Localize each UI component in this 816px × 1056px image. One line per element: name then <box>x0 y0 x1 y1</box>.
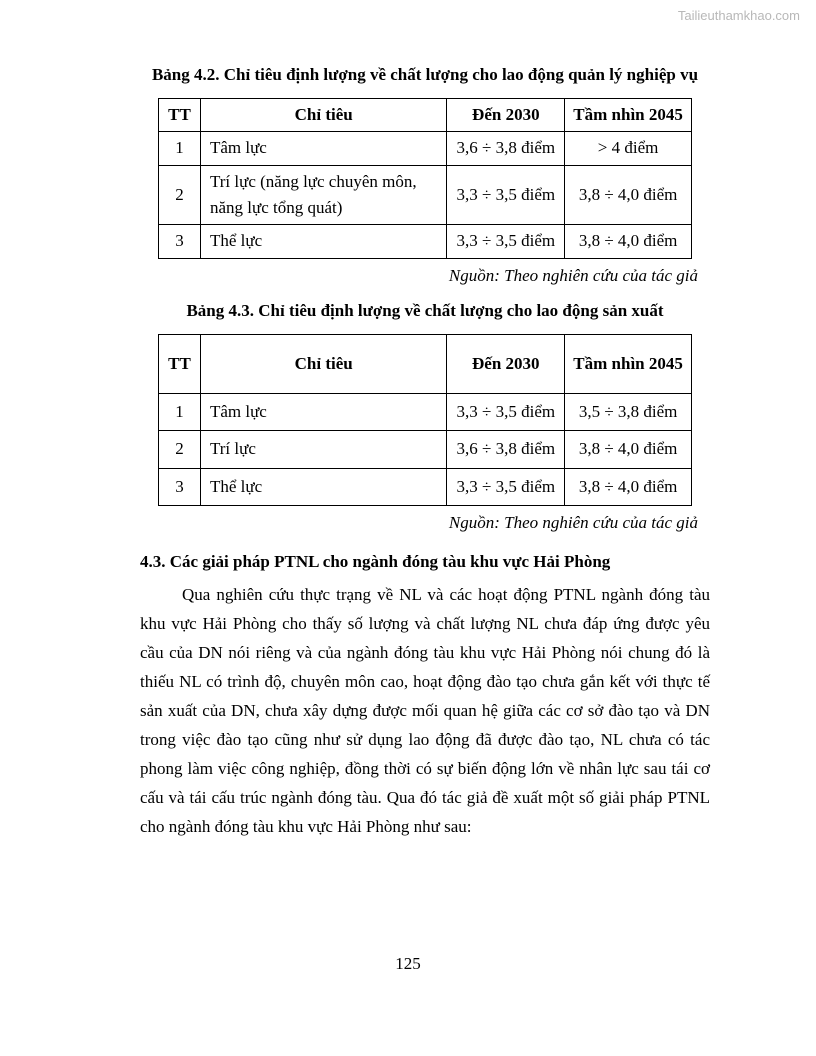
table-row <box>159 132 692 165</box>
cell-den-2030: 3,3 ÷ 3,5 điểm <box>447 468 565 505</box>
cell-tt: 1 <box>159 132 201 165</box>
table-4-3-header <box>159 334 692 393</box>
table-4-2-header <box>159 99 692 132</box>
cell-tt: 2 <box>159 165 201 225</box>
cell-chi-tieu: Thể lực <box>200 468 446 505</box>
cell-chi-tieu: Trí lực <box>200 431 446 468</box>
header-tam-nhin-2045: Tầm nhìn 2045 <box>565 334 692 393</box>
table-row <box>159 165 692 225</box>
cell-den-2030: 3,3 ÷ 3,5 điểm <box>447 394 565 431</box>
cell-den-2030: 3,3 ÷ 3,5 điểm <box>447 225 565 258</box>
table-row <box>159 225 692 258</box>
cell-den-2030: 3,6 ÷ 3,8 điểm <box>447 132 565 165</box>
cell-tt: 2 <box>159 431 201 468</box>
cell-chi-tieu: Trí lực (năng lực chuyên môn, năng lực tổng quát) <box>200 165 446 225</box>
cell-tam-nhin: 3,8 ÷ 4,0 điểm <box>565 431 692 468</box>
cell-tam-nhin: 3,8 ÷ 4,0 điểm <box>565 165 692 225</box>
table-header-row <box>159 334 692 393</box>
header-chi-tieu: Chỉ tiêu <box>200 334 446 393</box>
cell-tam-nhin: 3,5 ÷ 3,8 điểm <box>565 394 692 431</box>
table-4-3-source: Nguồn: Theo nghiên cứu của tác giả <box>448 513 698 533</box>
table-header-row <box>159 99 692 132</box>
table-row <box>159 394 692 431</box>
header-den-2030: Đến 2030 <box>447 334 565 393</box>
cell-tam-nhin: 3,8 ÷ 4,0 điểm <box>565 468 692 505</box>
cell-tam-nhin: 3,8 ÷ 4,0 điểm <box>565 225 692 258</box>
cell-tt: 3 <box>159 468 201 505</box>
header-chi-tieu: Chỉ tiêu <box>200 99 446 132</box>
table-4-2 <box>158 98 692 259</box>
table-4-3 <box>158 334 692 506</box>
table-4-3-title: Bảng 4.3. Chỉ tiêu định lượng về chất lượng cho lao động sản xuất <box>186 300 664 320</box>
table-4-2-title: Bảng 4.2. Chỉ tiêu định lượng về chất lượng cho lao động quản lý nghiệp vụ <box>151 65 699 84</box>
section-4-3-paragraph: Qua nghiên cứu thực trạng về NL và các hoạt động PTNL ngành đóng tàu khu vực Hải Phòng cho thấy số lượng và chất lượng NL chưa đáp ứng được yêu cầu của DN nói riêng và của ngành đóng tàu khu vực Hải Phòng nói chung đó là thiếu NL có trình độ, chuyên môn cao, hoạt động đào tạo chưa gắn kết với thực tế sản xuất của DN, chưa xây dựng được mối quan hệ giữa các cơ sở đào tạo và DN trong việc đào tạo cũng như sử dụng lao động đã được đào tạo, NL chưa có tác phong làm việc công nghiệp, đồng thời có sự biến động lớn về nhân lực sau tái cơ cấu và tái cấu trúc ngành đóng tàu. Qua đó tác giả đề xuất một số giải pháp PTNL cho ngành đóng tàu khu vực Hải Phòng như sau: <box>140 585 710 837</box>
section-4-3-heading: 4.3. Các giải pháp PTNL cho ngành đóng tàu khu vực Hải Phòng <box>140 551 611 571</box>
page-number: 125 <box>395 954 421 973</box>
table-4-2-source: Nguồn: Theo nghiên cứu của tác giả <box>448 265 698 285</box>
table-row <box>159 468 692 505</box>
header-den-2030: Đến 2030 <box>447 99 565 132</box>
cell-tam-nhin: > 4 điểm <box>565 132 692 165</box>
cell-tt: 1 <box>159 394 201 431</box>
header-tam-nhin-2045: Tầm nhìn 2045 <box>565 99 692 132</box>
table-row <box>159 431 692 468</box>
cell-den-2030: 3,3 ÷ 3,5 điểm <box>447 165 565 225</box>
cell-tt: 3 <box>159 225 201 258</box>
site-watermark: Tailieuthamkhao.com <box>677 8 800 23</box>
cell-den-2030: 3,6 ÷ 3,8 điểm <box>447 431 565 468</box>
cell-chi-tieu: Tâm lực <box>200 394 446 431</box>
header-tt: TT <box>159 334 201 393</box>
cell-chi-tieu: Thể lực <box>200 225 446 258</box>
cell-chi-tieu: Tâm lực <box>200 132 446 165</box>
header-tt: TT <box>159 99 201 132</box>
